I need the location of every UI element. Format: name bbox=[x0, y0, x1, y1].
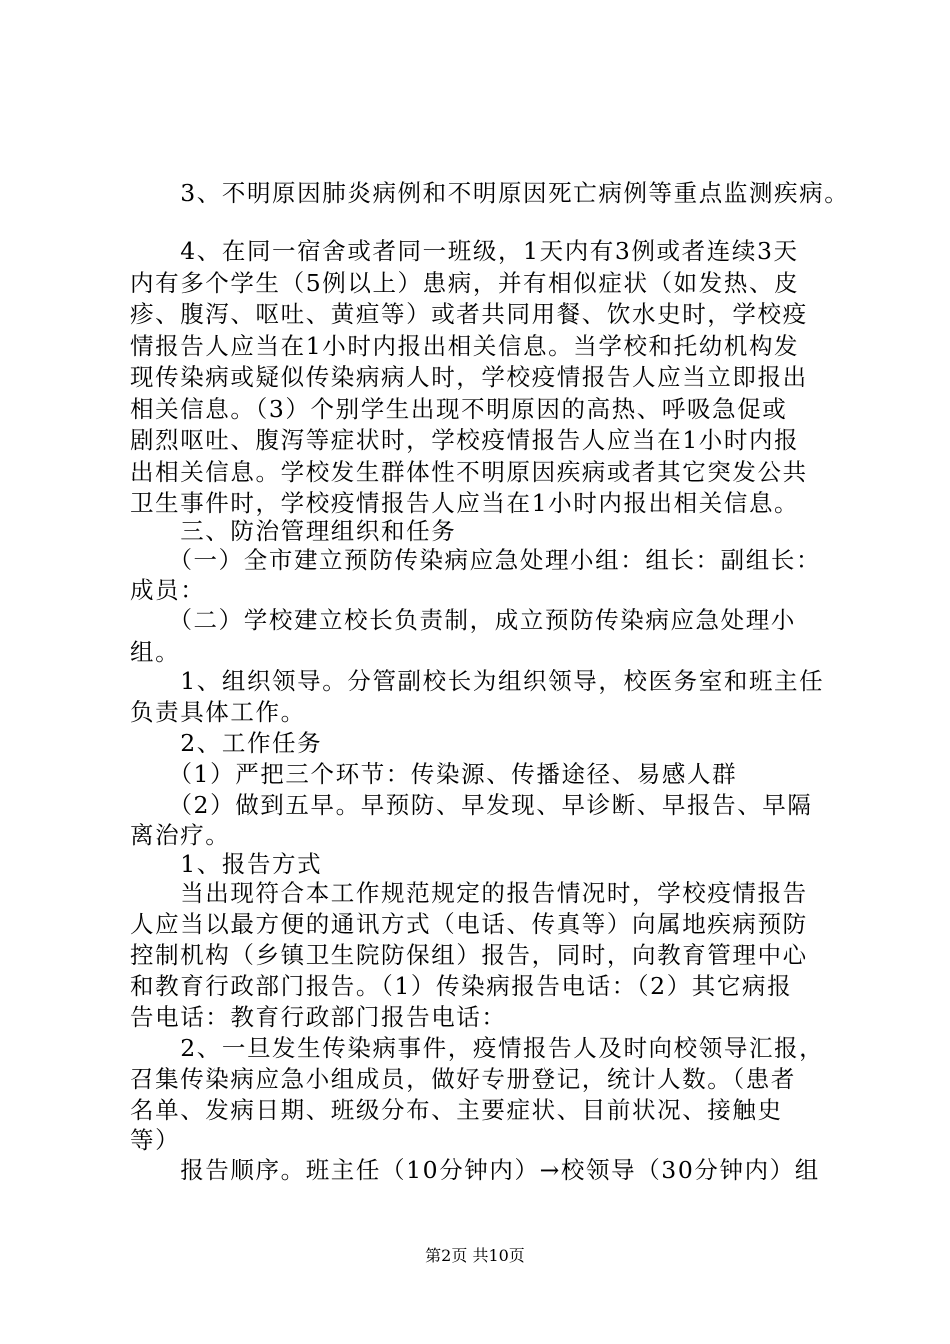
paragraph-line: 当出现符合本工作规范规定的报告情况时，学校疫情报告 bbox=[130, 879, 808, 907]
paragraph-line: 和教育行政部门报告。（1）传染病报告电话：（2）其它病报 bbox=[130, 972, 793, 1000]
section-heading: 三、防治管理组织和任务 bbox=[130, 517, 457, 545]
paragraph-line: 等） bbox=[130, 1126, 181, 1154]
paragraph-line: 剧烈呕吐、腹泻等症状时，学校疫情报告人应当在1小时内报 bbox=[130, 426, 800, 454]
paragraph-line: 负责具体工作。 bbox=[130, 698, 306, 726]
paragraph-line: 卫生事件时，学校疫情报告人应当在1小时内报出相关信息。 bbox=[130, 489, 800, 517]
subsection-heading: 2、工作任务 bbox=[130, 729, 323, 757]
paragraph-line: 1、组织领导。分管副校长为组织领导，校医务室和班主任 bbox=[130, 667, 825, 695]
paragraph-line: 情报告人应当在1小时内报出相关信息。当学校和托幼机构发 bbox=[130, 332, 800, 360]
paragraph-line: （2）做到五早。早预防、早发现、早诊断、早报告、早隔 bbox=[130, 791, 813, 819]
paragraph-line: 召集传染病应急小组成员，做好专册登记，统计人数。（患者 bbox=[130, 1065, 796, 1093]
paragraph-line: （二）学校建立校长负责制，成立预防传染病应急处理小 bbox=[130, 606, 796, 634]
page-number-footer: 第2页 共10页 bbox=[425, 1246, 525, 1265]
paragraph-line: 控制机构（乡镇卫生院防保组）报告，同时，向教育管理中心 bbox=[130, 941, 808, 969]
paragraph-line: 相关信息。（3）个别学生出现不明原因的高热、呼吸急促或 bbox=[130, 395, 788, 423]
paragraph-line: 内有多个学生（5例以上）患病，并有相似症状（如发热、皮 bbox=[130, 269, 800, 297]
paragraph-line: 成员： bbox=[130, 576, 206, 604]
paragraph-line: 出相关信息。学校发生群体性不明原因疾病或者其它突发公共 bbox=[130, 458, 808, 486]
paragraph-line: （一）全市建立预防传染病应急处理小组：组长：副组长： bbox=[130, 546, 822, 574]
paragraph-line: 人应当以最方便的通讯方式（电话、传真等）向属地疾病预防 bbox=[130, 910, 808, 938]
paragraph-line: 名单、发病日期、班级分布、主要症状、目前状况、接触史 bbox=[130, 1096, 783, 1124]
paragraph-line: 疹、腹泻、呕吐、黄疸等）或者共同用餐、饮水史时，学校疫 bbox=[130, 300, 808, 328]
paragraph-line: 现传染病或疑似传染病病人时，学校疫情报告人应当立即报出 bbox=[130, 363, 808, 391]
paragraph-line: 2、一旦发生传染病事件，疫情报告人及时向校领导汇报， bbox=[130, 1034, 825, 1062]
paragraph-line: 离治疗。 bbox=[130, 821, 231, 849]
paragraph-line: 4、在同一宿舍或者同一班级，1天内有3例或者连续3天 bbox=[130, 237, 799, 265]
subsection-heading: 1、报告方式 bbox=[130, 850, 323, 878]
paragraph-line: 告电话：教育行政部门报告电话： bbox=[130, 1003, 507, 1031]
paragraph-line: （1）严把三个环节：传染源、传播途径、易感人群 bbox=[130, 760, 738, 788]
paragraph-line: 3、不明原因肺炎病例和不明原因死亡病例等重点监测疾病。 bbox=[130, 179, 850, 207]
paragraph-line: 组。 bbox=[130, 638, 181, 666]
paragraph-line: 报告顺序。班主任（10分钟内）→校领导（30分钟内）组 bbox=[130, 1156, 820, 1184]
